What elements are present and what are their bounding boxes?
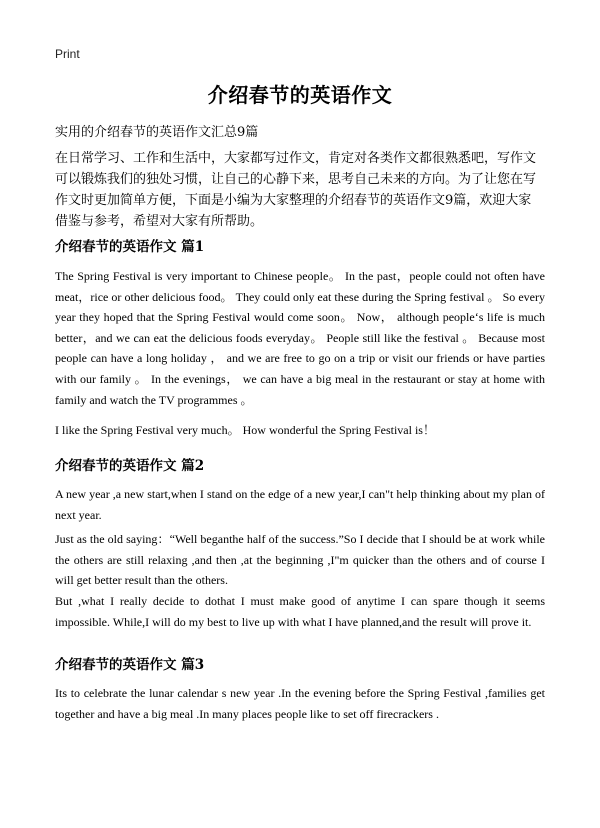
section-2-paragraph-3: But ,what I really decide to dothat I must make good of anytime I can spare though it seems impossible. While,I will do my best to live up with what I have planned,and the result will prove it.: [55, 594, 545, 629]
section-heading-3: 介绍春节的英语作文 篇3: [55, 657, 205, 673]
page-title: 介绍春节的英语作文: [207, 83, 393, 107]
subtitle: 实用的介绍春节的英语作文汇总9篇: [55, 125, 259, 140]
section-2-paragraph-2: Just as the old saying：“Well beganthe half of the success.”So I decide that I should be at work while the others are still relaxing ,and then ,at the beginning ,I"m quicker than the others and of course I will get better result than the others.: [55, 532, 545, 588]
section-2-paragraph-1: A new year ,a new start,when I stand on the edge of a new year,I can"t help thinking about my plan of next year.: [55, 487, 545, 522]
section-heading-1: 介绍春节的英语作文 篇1: [55, 239, 205, 255]
section-1-paragraph-1: The Spring Festival is very important to Chinese people。 In the past，people could not often have meat，rice or other delicious food。 They could only eat these during the Spring festival 。 So every year they hoped that the Spring Festival would come soon。 Now， although people‘s life is much better，and we can eat the delicious foods everyday。 People still like the festival 。 Because most people can have a long holiday ， and we are free to go on a trip or visit our friends or have parties with our family 。 In the evenings， we can have a big meal in the restaurant or stay at home with family and watch the TV programmes 。: [55, 269, 545, 407]
intro-paragraph: 在日常学习、工作和生活中，大家都写过作文，肯定对各类作文都很熟悉吧，写作文可以锻炼我们的独处习惯，让自己的心静下来，思考自己未来的方向。为了让您在写作文时更加简单方便，下面是小编为大家整理的介绍春节的英语作文9篇，欢迎大家借鉴与参考，希望对大家有所帮助。: [55, 151, 537, 229]
section-heading-2: 介绍春节的英语作文 篇2: [55, 458, 205, 474]
section-1-paragraph-2: I like the Spring Festival very much。 How wonderful the Spring Festival is！: [55, 423, 435, 437]
section-3-paragraph-1: Its to celebrate the lunar calendar s new year .In the evening before the Spring Festival ,families get together and have a big meal .In many places people like to set off firecrackers .: [55, 686, 545, 721]
print-link[interactable]: Print: [55, 47, 80, 61]
